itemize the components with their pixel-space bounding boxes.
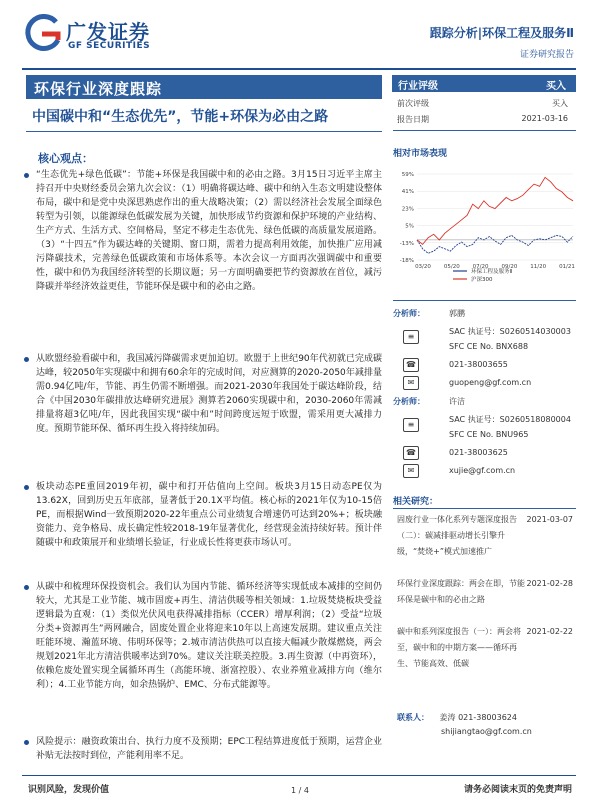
title-divider [26, 131, 382, 132]
y-tick-label: 59% [401, 172, 414, 178]
y-tick-label: 41% [401, 189, 414, 196]
paragraph-text: 从碳中和梳理环保投资机会。我们认为国内节能、循环经济等实现低成本减排的空间仍较大，尤其是工业节能、城市固废+再生、清洁供暖等相关领域：1.垃圾焚烧板块受益逻辑最为直观：（1）类似光伏风电获得减排指标（CCER）增厚利润；（2）受益“垃圾分类+资源再生”两网融合，固废处置企业将迎来10年以上高速发展期。建议重点关注旺能环境、瀚蓝环境、伟明环保等；2.城市清洁供热可以直接大幅减少散煤燃烧，两会规划2021年北方清洁供暖率达到70%。建议关注联美控股。3.再生资源（中再资环），依赖危废处置实现全属循环再生（高能环境、浙富控股）、农业养殖业减排方向（维尔利）；4.工业节能方向，如余热锅炉、EMC、分布式能源等。 [36, 582, 382, 690]
analyst-name: 许洁 [449, 397, 465, 406]
footer-divider [22, 775, 576, 776]
analyst-phone: 021-38003655 [449, 360, 508, 369]
x-tick-label: 07/20 [472, 264, 489, 270]
phone-icon: ☎ [403, 446, 419, 460]
brand-name-en: GF SECURITIES [68, 41, 151, 51]
analyst-label: 分析师： [393, 397, 425, 406]
gf-logo-icon [22, 14, 62, 52]
contact-label: 联系人： [397, 713, 429, 722]
report-header-info [430, 24, 574, 60]
legend-label: 环保工程及服务Ⅱ [471, 269, 513, 275]
email-icon: ✉ [403, 464, 419, 478]
paragraph-text: “生态优先+绿色低碳”：节能+环保是我国碳中和的必由之路。3月15日习近平主席主持召开中央财经委员会第九次会议：（1）明确将碳达峰、碳中和纳入生态文明建设整体布局，碳中和是党中央深思熟虑作出的重大战略决策；（2）需以经济社会发展全面绿色转型为引领，以能源绿色低碳发展为关键，加快形成节约资源和保护环境的产业结构、生产方式、生活方式、空间格局，坚定不移走生态优先、绿色低碳的高质量发展道路。（3）“十四五”作为碳达峰的关键期、窗口期，需着力提高利用效能，加快推广应用减污降碳技术，完善绿色低碳政策和市场体系等。本次会议一方面再次强调碳中和重要性，碳中和仍为我国经济转型的长期议题；另一方面明确要把节约资源放在首位，减污降碳并举经济效益更佳，节能环保是碳中和的必由之路。 [36, 170, 382, 292]
research-title[interactable]: 碳中和系列深度报告（一）：两会将至，碳中和的中期方案——循环再生、节能高效、低碳 [397, 627, 521, 668]
series-line [417, 177, 573, 244]
analyst-label: 分析师： [393, 309, 425, 318]
contact-person [397, 712, 517, 723]
analyst-sfc: SFC CE No. BNU965 [449, 430, 529, 439]
research-item[interactable] [397, 576, 575, 608]
research-date: 2021-02-28 [526, 579, 573, 588]
x-tick-label: 05/20 [443, 264, 460, 270]
footer-disclaimer: 请务必阅读末页的免责声明 [463, 785, 572, 795]
contact-name-phone: 姜涛 021-38003624 [439, 713, 517, 722]
market-performance-heading: 相对市场表现 [393, 149, 448, 159]
bullet-icon [24, 485, 29, 490]
paragraph-4 [36, 580, 382, 692]
report-date-value: 2021-03-16 [521, 114, 568, 123]
report-date-label: 报告日期 [397, 115, 429, 124]
related-research-heading: 相关研究： [393, 497, 439, 507]
analyst-email[interactable]: guopeng@gf.com.cn [449, 378, 532, 387]
y-tick-label: 5% [405, 223, 414, 230]
research-title[interactable]: 环保行业深度跟踪：两会在即，节能环保是碳中和的必由之路 [397, 579, 525, 604]
report-subtitle: 中国碳中和“生态优先”，节能+环保为必由之路 [32, 109, 329, 125]
rating-value: 买入 [546, 81, 566, 92]
core-viewpoint-heading: 核心观点： [38, 152, 93, 165]
legend-label: 沪深300 [471, 277, 493, 283]
paragraph-text: 板块动态PE重回2019年初，碳中和打开估值向上空间。板块3月15日动态PE仅为13.62X，回到历史五年底部，显著低于20.1X平均值。核心标的2021年仅为10-15倍PE，而根据Wind一致预期2020-22年重点公司业绩复合增速仍可达到20%+；板块融资能力、竞争格局、成长确定性较2018-19年显著优化，经营现金流持续好转。预计伴随碳中和政策展开和业绩增长验证，行业成长性将更获市场认可。 [36, 482, 382, 548]
analyst-phone: 021-38003625 [449, 448, 508, 457]
analyst-2 [393, 396, 576, 480]
bullet-icon [24, 585, 29, 590]
industry-rating [392, 75, 576, 92]
bullet-icon [24, 357, 29, 362]
footer-slogan: 识别风险，发现价值 [28, 785, 110, 795]
bullet-icon [24, 740, 29, 745]
analyst-email[interactable]: xujie@gf.com.cn [449, 466, 516, 475]
id-card-icon: ≡ [403, 330, 419, 344]
report-type: 跟踪分析|环保工程及服务Ⅱ [429, 26, 574, 40]
y-tick-label: -18% [399, 258, 414, 264]
report-category: 证券研究报告 [519, 50, 574, 60]
bullet-icon [24, 173, 29, 178]
research-item[interactable] [397, 624, 575, 672]
paragraph-2 [36, 352, 382, 436]
analyst-sac: SAC 执证号：S0260518080004 [449, 415, 571, 424]
company-logo [22, 14, 182, 54]
research-title[interactable]: 固废行业一体化系列专题深度报告（二）：碳减排驱动增长引擎升级，“焚烧+”模式加速推广 [397, 515, 517, 556]
chart-canvas [393, 168, 576, 286]
report-title: 环保行业深度跟踪 [26, 75, 382, 99]
previous-rating-value: 买入 [552, 99, 568, 108]
phone-icon: ☎ [403, 358, 419, 372]
paragraph-text: 风险提示：融资政策出台、执行力度不及预期；EPC工程结算进度低于预期，运营企业补贴无法按时到位，产能利用率不足。 [36, 737, 382, 761]
paragraph-3 [36, 480, 382, 550]
analyst-name: 郭鹏 [449, 309, 465, 318]
page-number: 1 / 4 [291, 786, 309, 795]
analyst-1 [393, 308, 576, 392]
brand-name: 广发证券 [66, 20, 150, 44]
email-icon: ✉ [403, 376, 419, 390]
y-tick-label: 23% [401, 206, 414, 213]
analyst-sfc: SFC CE No. BNX688 [449, 342, 529, 351]
id-card-icon: ≡ [403, 418, 419, 432]
paragraph-text: 从欧盟经验看碳中和，我国减污降碳需求更加迫切。欧盟于上世纪90年代初就已完成碳达峰，较2050年实现碳中和拥有60余年的完成时间，对应测算的2020-2050年减排量需0.94亿吨/年，节能、再生仍需不断增强。而2021-2030年我国处于碳达峰阶段，结合《中国2030年碳排放达峰研究进展》测算若2060实现碳中和，2030-2060年需减排量将超3亿吨/年，因此我国实现“碳中和”时间跨度远短于欧盟，需采用更大减排力度。预期节能环保、循环再生投入将持续加码。 [36, 354, 382, 434]
contact-email[interactable]: shijiangtao@gf.com.cn [441, 727, 532, 736]
x-tick-label: 09/20 [501, 264, 518, 270]
header-divider [22, 68, 576, 70]
y-tick-label: -13% [399, 240, 414, 247]
previous-rating-label: 前次评级 [397, 99, 429, 108]
x-tick-label: 11/20 [530, 264, 547, 270]
rating-divider [393, 130, 576, 131]
research-item[interactable] [397, 512, 575, 560]
analyst-sac: SAC 执证号：S0260514030003 [449, 327, 571, 336]
paragraph-1 [36, 168, 382, 294]
x-tick-label: 01/21 [559, 264, 575, 270]
analyst-divider-top [393, 300, 576, 301]
rating-label: 行业评级 [398, 81, 438, 92]
research-divider [393, 508, 576, 509]
research-date: 2021-02-22 [526, 627, 573, 636]
paragraph-5 [36, 735, 382, 763]
relative-performance-chart [393, 168, 576, 286]
research-date: 2021-03-07 [526, 515, 573, 524]
x-tick-label: 03/20 [415, 264, 431, 270]
